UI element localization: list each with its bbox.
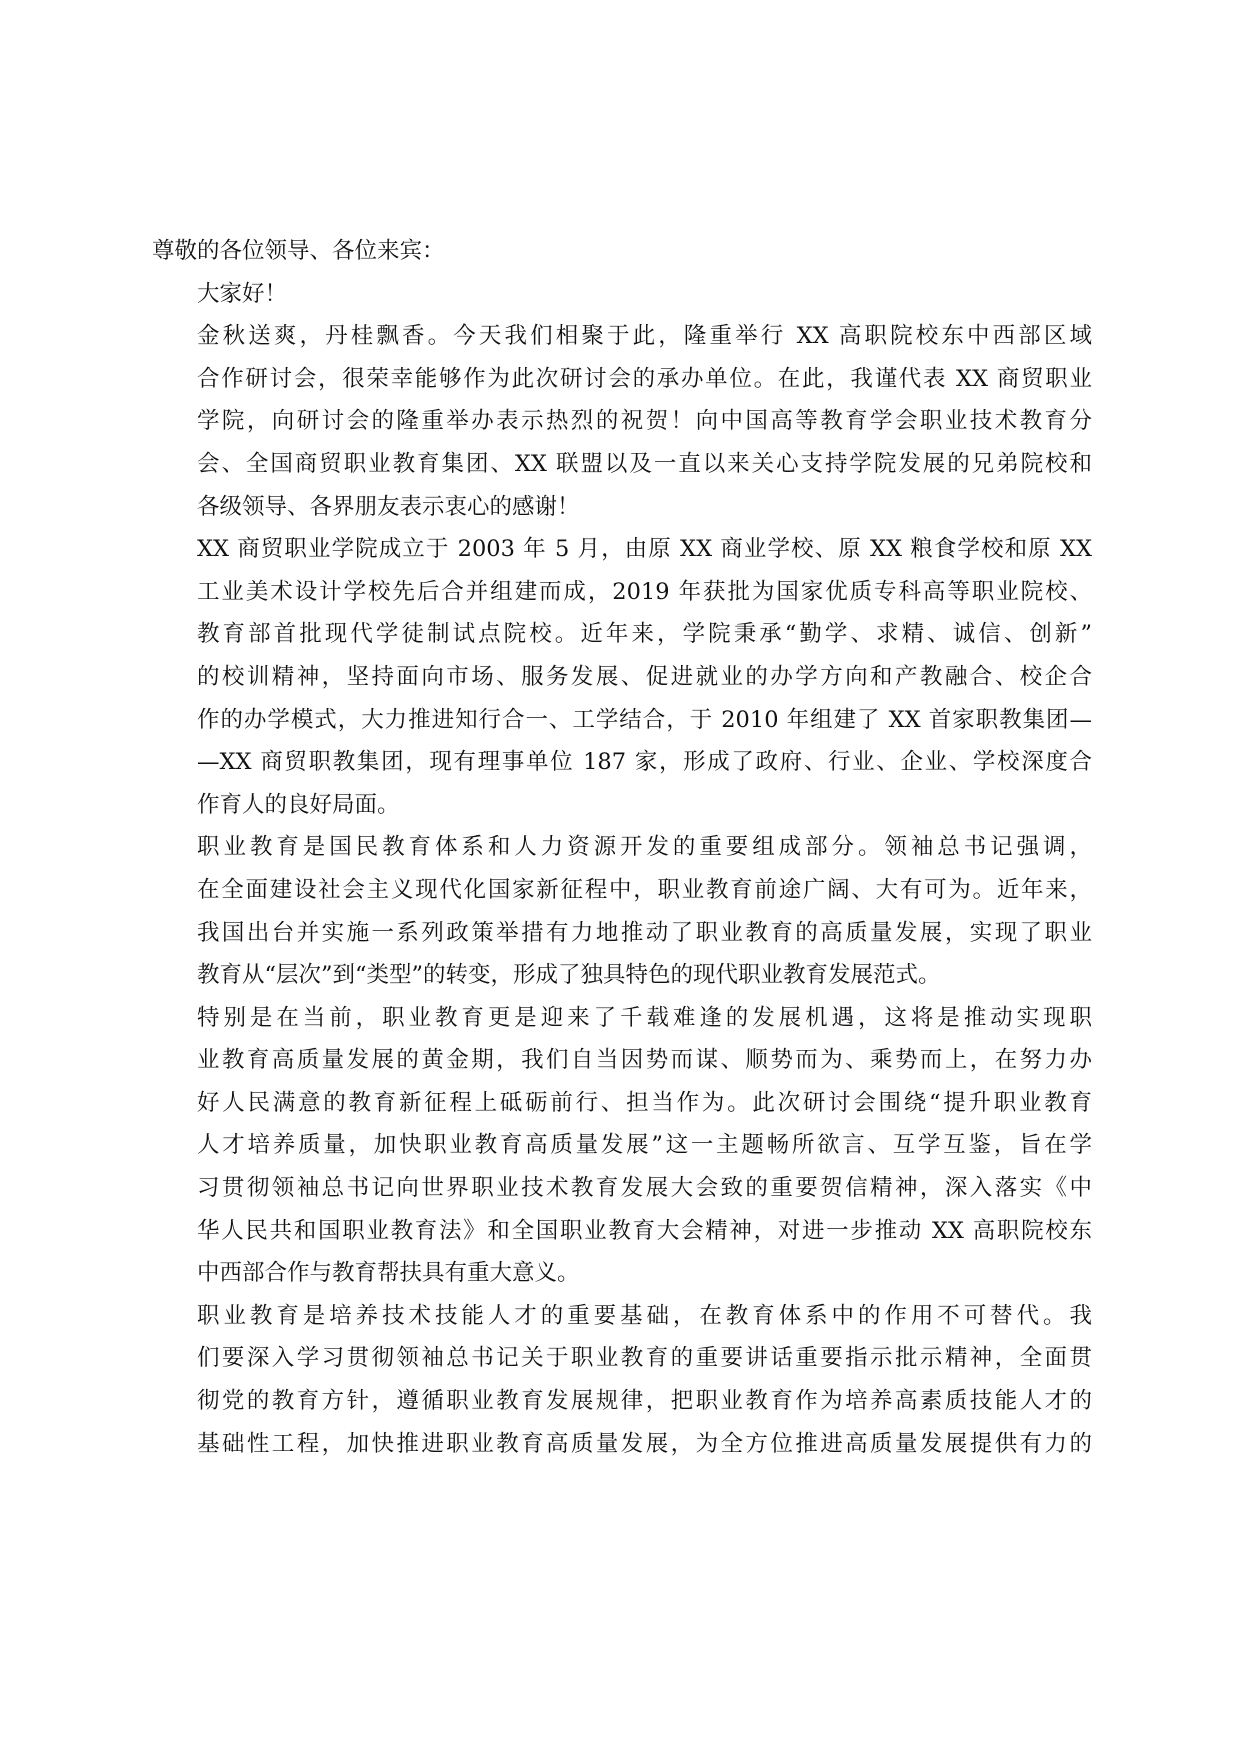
- paragraph-foundation: [152, 1295, 1092, 1465]
- document-page: [152, 230, 1092, 1465]
- paragraph-vocational-education: [152, 826, 1092, 996]
- greeting: 大家好！: [197, 280, 288, 307]
- text-line: 合作研讨会，很荣幸能够作为此次研讨会的承办单位。在此，我谨代表 XX 商贸职业: [197, 365, 1092, 392]
- text-line: 的校训精神，坚持面向市场、服务发展、促进就业的办学方向和产教融合、校企合: [197, 663, 1092, 690]
- text-line: 们要深入学习贯彻领袖总书记关于职业教育的重要讲话重要指示批示精神，全面贯: [197, 1345, 1092, 1372]
- text-line: 职业教育是培养技术技能人才的重要基础，在教育体系中的作用不可替代。我: [197, 1302, 1092, 1329]
- text-line: 好人民满意的教育新征程上砥砺前行、担当作为。此次研讨会围绕“提升职业教育: [197, 1089, 1092, 1116]
- text-line: 习贯彻领袖总书记向世界职业技术教育发展大会致的重要贺信精神，深入落实《中: [197, 1175, 1092, 1202]
- text-line: XX 商贸职业学院成立于 2003 年 5 月，由原 XX 商业学校、原 XX 粮食学校和原 XX: [197, 536, 1092, 563]
- paragraph-opening: [152, 315, 1092, 528]
- text-line: 业教育高质量发展的黄金期，我们自当因势而谋、顺势而为、乘势而上，在努力办: [197, 1047, 1092, 1074]
- text-line: 基础性工程，加快推进职业教育高质量发展，为全方位推进高质量发展提供有力的: [197, 1430, 1092, 1457]
- paragraph-college-intro: [152, 528, 1092, 826]
- text-line: 教育部首批现代学徒制试点院校。近年来，学院秉承“勤学、求精、诚信、创新”: [197, 621, 1092, 648]
- text-line: 工业美术设计学校先后合并组建而成，2019 年获批为国家优质专科高等职业院校、: [197, 578, 1092, 605]
- text-line: 会、全国商贸职业教育集团、XX 联盟以及一直以来关心支持学院发展的兄弟院校和: [197, 450, 1092, 477]
- text-line: 作的办学模式，大力推进知行合一、工学结合，于 2010 年组建了 XX 首家职教集团—: [197, 706, 1092, 733]
- text-line: 我国出台并实施一系列政策举措有力地推动了职业教育的高质量发展，实现了职业: [197, 919, 1092, 946]
- text-line: 在全面建设社会主义现代化国家新征程中，职业教育前途广阔、大有可为。近年来，: [197, 876, 1092, 903]
- text-line: 金秋送爽，丹桂飘香。今天我们相聚于此，隆重举行 XX 高职院校东中西部区域: [197, 323, 1092, 350]
- text-line: 华人民共和国职业教育法》和全国职业教育大会精神，对进一步推动 XX 高职院校东: [197, 1217, 1092, 1244]
- text-line: 作育人的良好局面。: [197, 791, 400, 818]
- text-line: 彻党的教育方针，遵循职业教育发展规律，把职业教育作为培养高素质技能人才的: [197, 1388, 1092, 1415]
- paragraph-opportunity: [152, 997, 1092, 1295]
- text-line: 各级领导、各界朋友表示衷心的感谢！: [197, 493, 580, 520]
- text-line: 教育从“层次”到“类型”的转变，形成了独具特色的现代职业教育发展范式。: [197, 962, 941, 989]
- text-line: —XX 商贸职教集团，现有理事单位 187 家，形成了政府、行业、企业、学校深度合: [197, 749, 1092, 776]
- text-line: 特别是在当前，职业教育更是迎来了千载难逢的发展机遇，这将是推动实现职: [197, 1004, 1092, 1031]
- salutation: 尊敬的各位领导、各位来宾：: [152, 238, 445, 264]
- text-line: 学院，向研讨会的隆重举办表示热烈的祝贺！向中国高等教育学会职业技术教育分: [197, 408, 1092, 435]
- text-line: 人才培养质量，加快职业教育高质量发展”这一主题畅所欲言、互学互鉴，旨在学: [197, 1132, 1092, 1159]
- text-line: 职业教育是国民教育体系和人力资源开发的重要组成部分。领袖总书记强调，: [197, 834, 1092, 861]
- text-line: 中西部合作与教育帮扶具有重大意义。: [197, 1260, 580, 1287]
